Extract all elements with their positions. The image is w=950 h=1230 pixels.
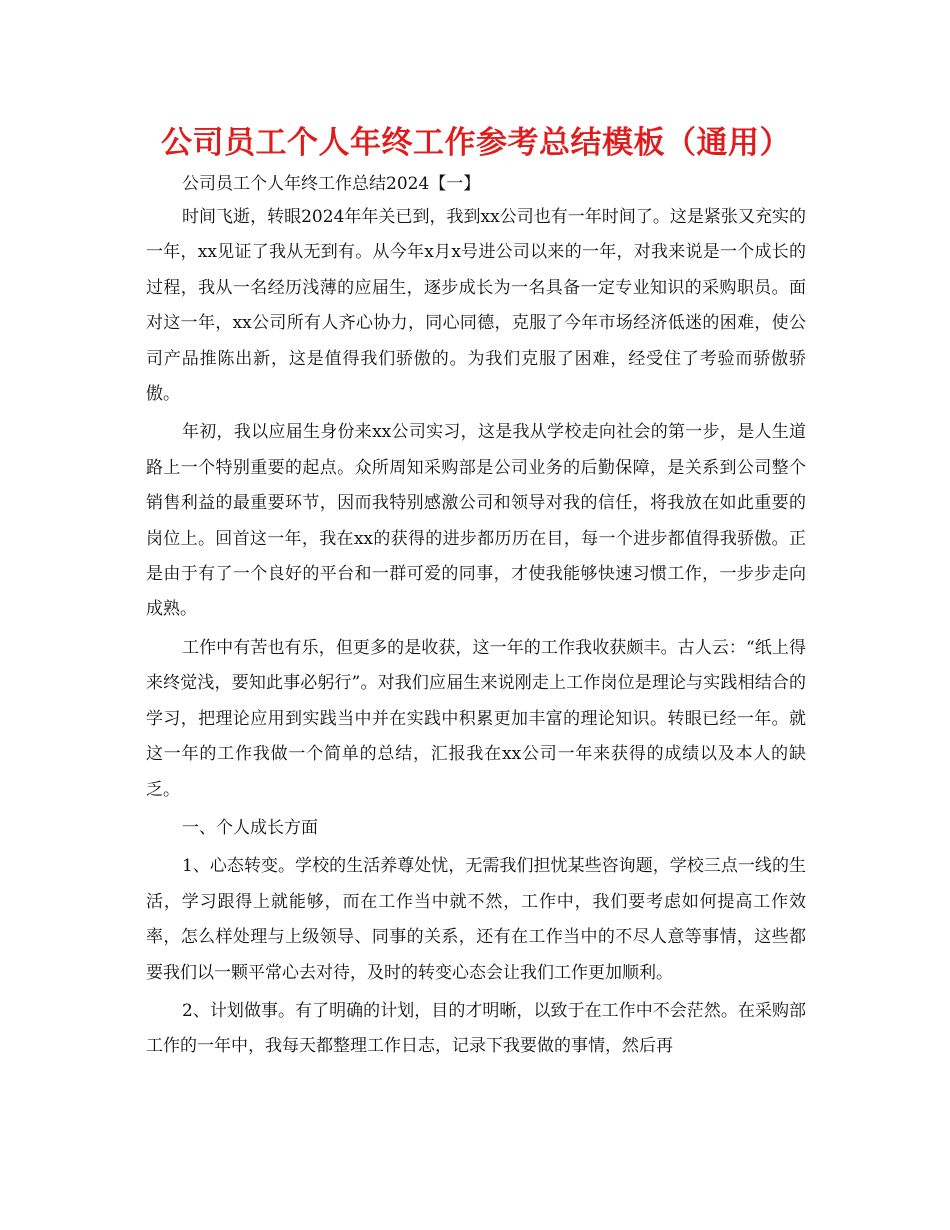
document-page xyxy=(146,118,806,1068)
paragraph-2: 年初，我以应届生身份来xx公司实习，这是我从学校走向社会的第一步，是人生道路上一个特别重要的起点。众所周知采购部是公司业务的后勤保障，是关系到公司整个销售利益的最重要环节，因而我特别感激公司和领导对我的信任，将我放在如此重要的岗位上。回首这一年，我在xx的获得的进步都历历在目，每一个进步都值得我骄傲。正是由于有了一个良好的平台和一群可爱的同事，才使我能够快速习惯工作，一步步走向成熟。 xyxy=(146,422,806,620)
document-subtitle: 公司员工个人年终工作总结2024【一】 xyxy=(182,174,481,194)
document-title: 公司员工个人年终工作参考总结模板（通用） xyxy=(161,125,791,161)
paragraph-1: 时间飞逝，转眼2024年年关已到，我到xx公司也有一年时间了。这是紧张又充实的一年，xx见证了我从无到有。从今年x月x号进公司以来的一年，对我来说是一个成长的过程，我从一名经历浅薄的应届生，逐步成长为一名具备一定专业知识的采购职员。面对这一年，xx公司所有人齐心协力，同心同德，克服了今年市场经济低迷的困难，使公司产品推陈出新，这是值得我们骄傲的。为我们克服了困难，经受住了考验而骄傲骄傲。 xyxy=(146,207,806,405)
paragraph-3: 工作中有苦也有乐，但更多的是收获，这一年的工作我收获颇丰。古人云：“纸上得来终觉浅，要知此事必躬行”。对我们应届生来说刚走上工作岗位是理论与实践相结合的学习，把理论应用到实践当中并在实践中积累更加丰富的理论知识。转眼已经一年。就这一年的工作我做一个简单的总结，汇报我在xx公司一年来获得的成绩以及本人的缺乏。 xyxy=(146,637,806,800)
list-item-2: 2、计划做事。有了明确的计划，目的才明晰，以致于在工作中不会茫然。在采购部工作的一年中，我每天都整理工作日志，记录下我要做的事情，然后再 xyxy=(146,1000,806,1057)
list-item-1: 1、心态转变。学校的生活养尊处忧，无需我们担忧某些咨询题，学校三点一线的生活，学习跟得上就能够，而在工作当中就不然，工作中，我们要考虑如何提高工作效率，怎么样处理与上级领导、同事的关系，还有在工作当中的不尽人意等事情，这些都要我们以一颗平常心去对待，及时的转变心态会让我们工作更加顺利。 xyxy=(146,856,806,983)
section-heading: 一、个人成长方面 xyxy=(182,817,318,838)
